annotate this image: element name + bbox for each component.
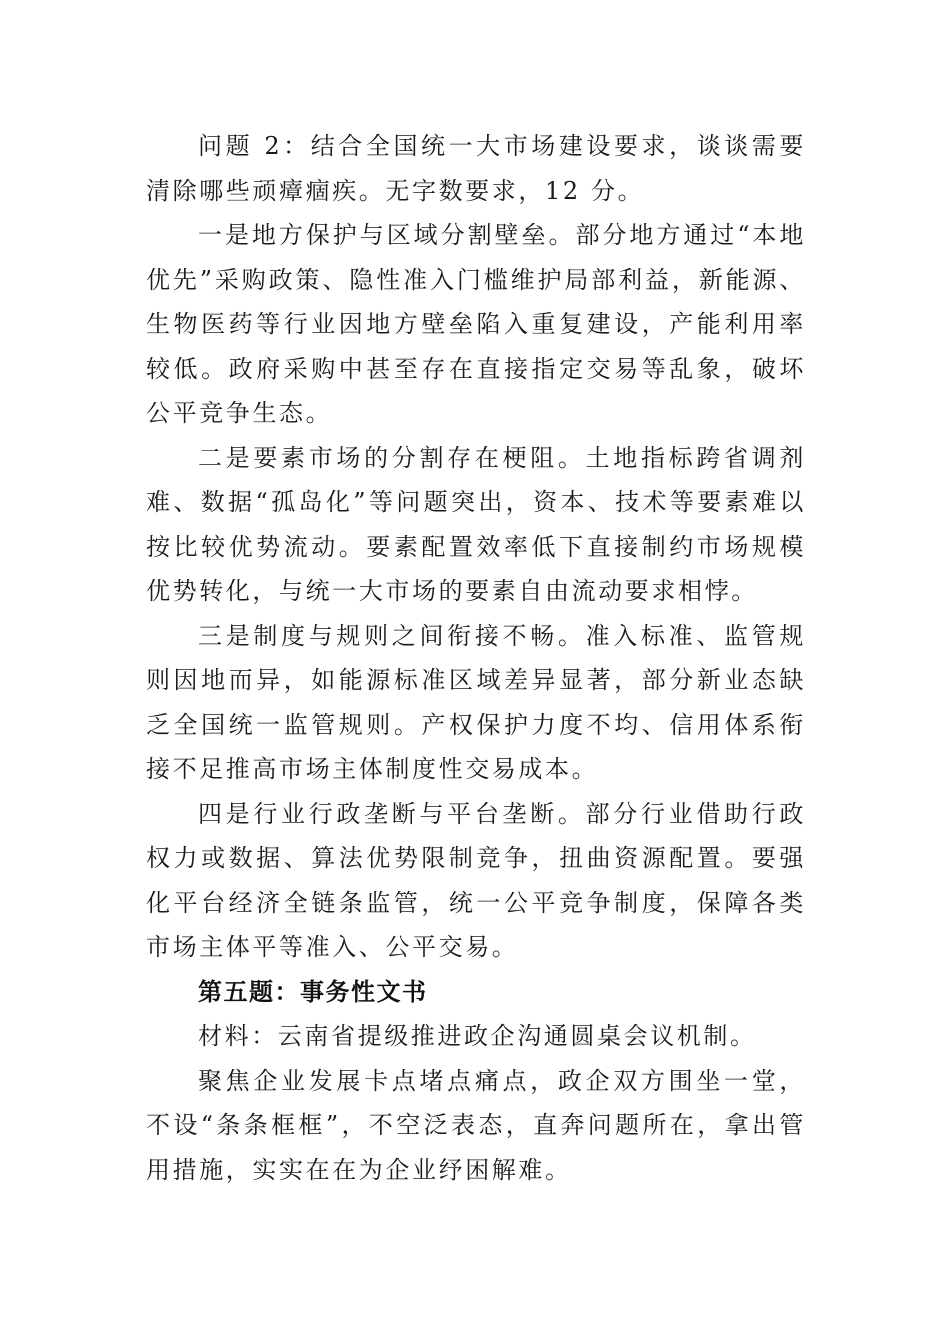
material-paragraph: 聚焦企业发展卡点堵点痛点，政企双方围坐一堂，不设“条条框框”，不空泛表态，直奔问题所在，拿出管用措施，实实在在为企业纾困解难。 — [146, 1066, 806, 1184]
document-body — [146, 124, 806, 1192]
point-paragraph-2: 二是要素市场的分割存在梗阻。土地指标跨省调剂难、数据“孤岛化”等问题突出，资本、技术等要素难以按比较优势流动。要素配置效率低下直接制约市场规模优势转化，与统一大市场的要素自由流动要求相悖。 — [146, 443, 806, 605]
point-paragraph-1: 一是地方保护与区域分割壁垒。部分地方通过“本地优先”采购政策、隐性准入门槛维护局部利益，新能源、生物医药等行业因地方壁垒陷入重复建设，产能利用率较低。政府采购中甚至存在直接指定交易等乱象，破坏公平竞争生态。 — [146, 221, 806, 427]
section-heading: 第五题：事务性文书 — [198, 977, 428, 1006]
point-paragraph-3: 三是制度与规则之间衔接不畅。准入标准、监管规则因地而异，如能源标准区域差异显著，部分新业态缺乏全国统一监管规则。产权保护力度不均、信用体系衔接不足推高市场主体制度性交易成本。 — [146, 621, 806, 783]
question-paragraph: 问题 2：结合全国统一大市场建设要求，谈谈需要清除哪些顽瘴痼疾。无字数要求，12 分。 — [146, 132, 806, 205]
material-title: 材料：云南省提级推进政企沟通圆桌会议机制。 — [198, 1022, 757, 1050]
point-paragraph-4: 四是行业行政垄断与平台垄断。部分行业借助行政权力或数据、算法优势限制竞争，扭曲资源配置。要强化平台经济全链条监管，统一公平竞争制度，保障各类市场主体平等准入、公平交易。 — [146, 799, 806, 961]
